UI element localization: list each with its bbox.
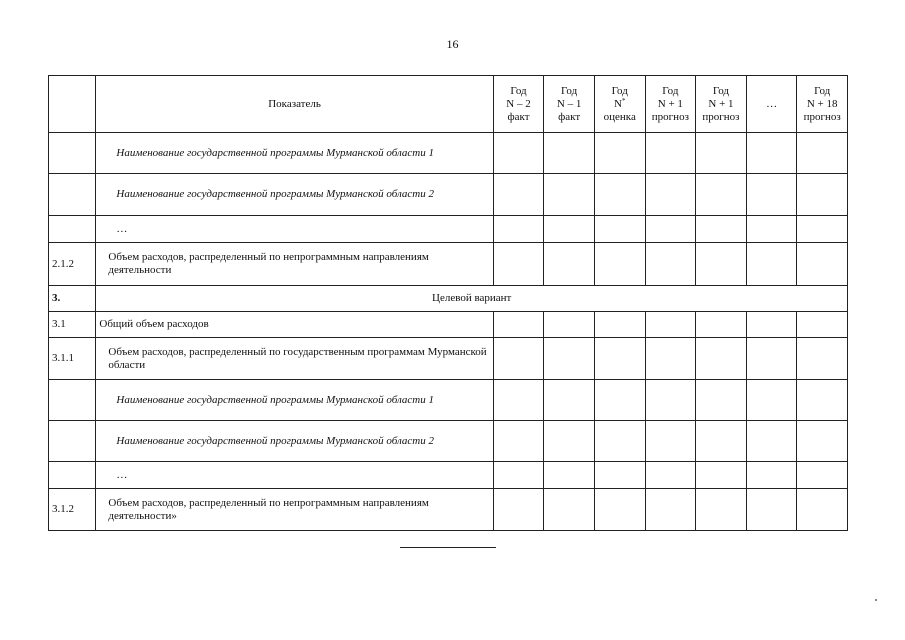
value-cell (594, 216, 645, 243)
value-cell (645, 489, 696, 531)
value-cell (544, 174, 595, 216)
row-number (49, 133, 96, 174)
value-cell (645, 338, 696, 380)
value-cell (594, 462, 645, 489)
value-cell (493, 312, 544, 338)
value-cell (696, 462, 747, 489)
value-cell (594, 338, 645, 380)
value-cell (746, 174, 797, 216)
value-cell (797, 216, 848, 243)
header-year-n-plus-1-a (645, 76, 696, 133)
value-cell (746, 421, 797, 462)
row-number (49, 421, 96, 462)
value-cell (797, 338, 848, 380)
value-cell (645, 462, 696, 489)
value-cell (544, 243, 595, 286)
value-cell (493, 174, 544, 216)
value-cell (645, 380, 696, 421)
row-number: 3.1.1 (49, 338, 96, 380)
value-cell (544, 462, 595, 489)
value-cell (645, 174, 696, 216)
value-cell (696, 133, 747, 174)
row-number: 3.1.2 (49, 489, 96, 531)
value-cell (696, 380, 747, 421)
value-cell (797, 243, 848, 286)
footnote-divider (400, 547, 496, 548)
header-number-cell (49, 76, 96, 133)
header-year-ellipsis (746, 76, 797, 133)
table-row (49, 462, 848, 489)
header-year-n-minus-1 (544, 76, 595, 133)
table-row (49, 243, 848, 286)
header-year-period: N + 18 (806, 97, 838, 110)
value-cell (797, 133, 848, 174)
value-cell (594, 133, 645, 174)
row-indicator-ellipsis: … (96, 216, 493, 243)
header-year-label: Год (662, 84, 679, 97)
value-cell (594, 380, 645, 421)
value-cell (797, 312, 848, 338)
header-year-period: N + 1 (657, 97, 683, 110)
value-cell (645, 312, 696, 338)
value-cell (645, 243, 696, 286)
value-cell (493, 462, 544, 489)
header-year-period: N – 1 (556, 97, 582, 110)
header-year-label: Год (611, 84, 628, 97)
value-cell (696, 338, 747, 380)
row-indicator: Объем расходов, распределенный по государственным программам Мурманской области (96, 338, 493, 380)
value-cell (493, 216, 544, 243)
value-cell (544, 133, 595, 174)
table-header-row (49, 76, 848, 133)
value-cell (493, 338, 544, 380)
section-number: 3. (49, 286, 96, 312)
row-number (49, 174, 96, 216)
header-year-period: N (614, 97, 622, 110)
value-cell (544, 489, 595, 531)
header-year-period: N + 1 (708, 97, 734, 110)
row-indicator: Наименование государственной программы Мурманской области 2 (96, 421, 493, 462)
row-number (49, 216, 96, 243)
value-cell (493, 489, 544, 531)
header-year-period-with-footnote (598, 98, 642, 111)
section-title: Целевой вариант (96, 286, 848, 312)
value-cell (544, 216, 595, 243)
row-indicator: Объем расходов, распределенный по непрограммным направлениям деятельности» (96, 489, 493, 531)
value-cell (696, 216, 747, 243)
value-cell (696, 174, 747, 216)
value-cell (544, 338, 595, 380)
value-cell (746, 312, 797, 338)
header-year-label: Год (510, 84, 527, 97)
value-cell (594, 489, 645, 531)
header-year-period: N – 2 (506, 97, 531, 110)
value-cell (645, 421, 696, 462)
value-cell (544, 380, 595, 421)
value-cell (594, 174, 645, 216)
value-cell (746, 338, 797, 380)
value-cell (645, 216, 696, 243)
header-year-ellipsis-text: … (766, 97, 778, 110)
header-year-type: прогноз (803, 110, 841, 123)
value-cell (594, 243, 645, 286)
row-number: 3.1 (49, 312, 96, 338)
value-cell (797, 489, 848, 531)
value-cell (493, 133, 544, 174)
table-row (49, 338, 848, 380)
header-year-type: прогноз (651, 110, 689, 123)
value-cell (797, 174, 848, 216)
table-row (49, 421, 848, 462)
row-indicator: Общий объем расходов (96, 312, 493, 338)
section-row (49, 286, 848, 312)
value-cell (645, 133, 696, 174)
table-row (49, 380, 848, 421)
value-cell (746, 489, 797, 531)
value-cell (696, 312, 747, 338)
header-year-type: прогноз (702, 110, 740, 123)
table-row (49, 133, 848, 174)
value-cell (696, 489, 747, 531)
header-year-type: факт (507, 110, 530, 123)
scan-artifact-dot (875, 599, 877, 601)
page-number: 16 (446, 37, 459, 51)
header-year-n-plus-1-b (696, 76, 747, 133)
header-year-n-minus-2 (493, 76, 544, 133)
table-row (49, 489, 848, 531)
row-indicator: Наименование государственной программы Мурманской области 1 (96, 380, 493, 421)
value-cell (746, 216, 797, 243)
value-cell (493, 380, 544, 421)
row-indicator-ellipsis: … (96, 462, 493, 489)
value-cell (544, 312, 595, 338)
row-indicator: Наименование государственной программы Мурманской области 1 (96, 133, 493, 174)
header-year-label: Год (561, 84, 578, 97)
value-cell (696, 421, 747, 462)
row-number (49, 380, 96, 421)
indicators-table (48, 75, 848, 531)
header-year-type: оценка (603, 110, 636, 123)
value-cell (797, 380, 848, 421)
table-row (49, 174, 848, 216)
value-cell (696, 243, 747, 286)
row-indicator: Наименование государственной программы Мурманской области 2 (96, 174, 493, 216)
header-year-n-plus-18 (797, 76, 848, 133)
value-cell (746, 133, 797, 174)
value-cell (493, 421, 544, 462)
header-year-type: факт (558, 110, 581, 123)
value-cell (544, 421, 595, 462)
table-row (49, 312, 848, 338)
value-cell (746, 462, 797, 489)
table-row (49, 216, 848, 243)
value-cell (746, 243, 797, 286)
value-cell (594, 421, 645, 462)
header-year-label: Год (814, 84, 831, 97)
value-cell (797, 462, 848, 489)
value-cell (797, 421, 848, 462)
row-number: 2.1.2 (49, 243, 96, 286)
value-cell (746, 380, 797, 421)
row-number (49, 462, 96, 489)
header-year-n (594, 76, 645, 133)
row-indicator: Объем расходов, распределенный по непрограммным направлениям деятельности (96, 243, 493, 286)
header-indicator: Показатель (96, 76, 493, 133)
footnote-marker: * (621, 96, 626, 105)
header-year-label: Год (712, 84, 730, 97)
value-cell (594, 312, 645, 338)
value-cell (493, 243, 544, 286)
